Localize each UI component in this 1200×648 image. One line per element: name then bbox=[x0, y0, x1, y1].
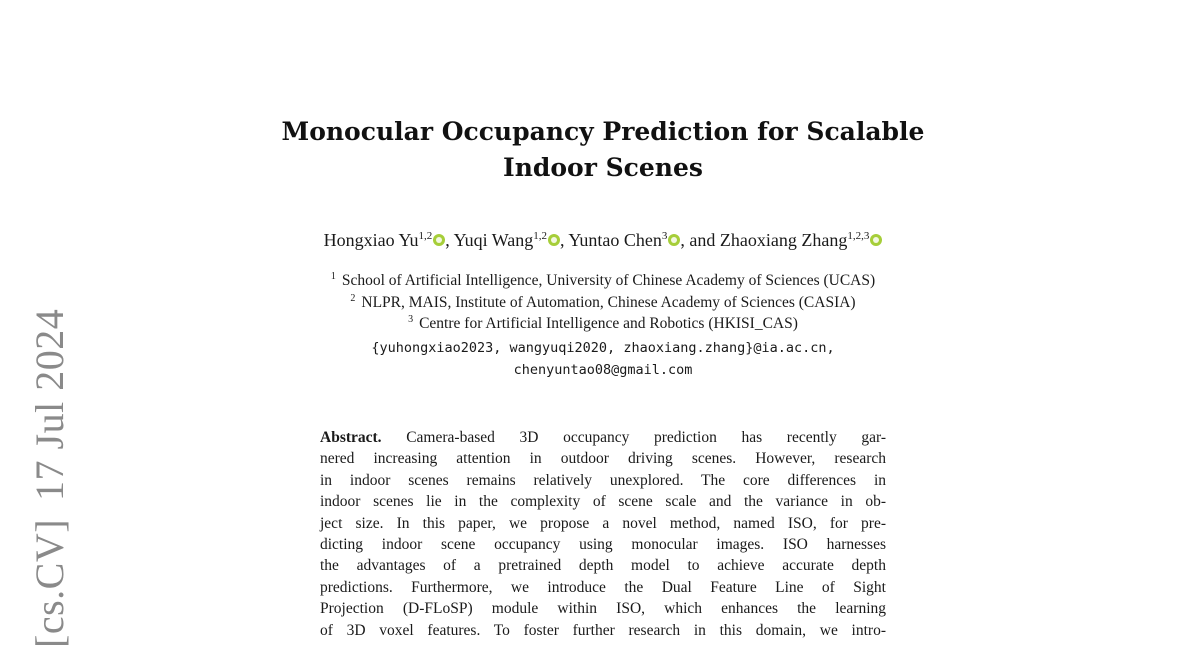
abstract-line: of 3D voxel features. To foster further research in this domain, we intro- bbox=[320, 621, 886, 639]
email-line-1: {yuhongxiao2023, wangyuqi2020, zhaoxiang.zhang}@ia.ac.cn, bbox=[371, 340, 835, 356]
abstract-line: ject size. In this paper, we propose a novel method, named ISO, for pre- bbox=[320, 514, 886, 532]
affiliation bbox=[200, 292, 1006, 314]
orcid-icon[interactable] bbox=[668, 234, 680, 246]
author bbox=[324, 230, 454, 250]
abstract-line: nered increasing attention in outdoor driving scenes. However, research bbox=[320, 450, 886, 468]
arxiv-date: 17 Jul 2024 bbox=[27, 308, 72, 501]
author-affiliation-marker: 1,2 bbox=[533, 230, 548, 242]
orcid-icon[interactable] bbox=[548, 234, 560, 246]
abstract-line: predictions. Furthermore, we introduce the Dual Feature Line of Sight bbox=[320, 578, 886, 596]
affiliation-text: Centre for Artificial Intelligence and Robotics (HKISI_CAS) bbox=[419, 315, 798, 332]
title-line-2: Indoor Scenes bbox=[503, 153, 703, 182]
author bbox=[454, 230, 569, 250]
affiliation-list bbox=[200, 270, 1006, 335]
author-separator: , and bbox=[680, 230, 720, 250]
paper-title bbox=[250, 114, 956, 186]
abstract-line bbox=[320, 427, 886, 448]
affiliation-text: School of Artificial Intelligence, University of Chinese Academy of Sciences (UCAS) bbox=[341, 272, 876, 289]
author-name: Hongxiao Yu bbox=[323, 230, 419, 250]
affiliation bbox=[200, 270, 1006, 292]
author-emails bbox=[200, 337, 1006, 381]
abstract-line: dicting indoor scene occupancy using monocular images. ISO harnesses bbox=[320, 536, 886, 554]
orcid-icon[interactable] bbox=[433, 234, 445, 246]
author-separator: , bbox=[445, 230, 454, 250]
email-line-2: chenyuntao08@gmail.com bbox=[513, 362, 693, 378]
author-affiliation-marker: 3 bbox=[661, 230, 668, 242]
abstract-line: in indoor scenes remains relatively unexplored. The core differences in bbox=[320, 471, 886, 489]
abstract-text: Camera-based 3D occupancy prediction has recently gar- bbox=[406, 429, 887, 446]
abstract-line: Projection (D-FLoSP) module within ISO, which enhances the learning bbox=[320, 600, 886, 618]
affiliation bbox=[200, 313, 1006, 335]
affiliation-marker: 2 bbox=[350, 292, 356, 304]
author-name: Yuntao Chen bbox=[568, 230, 662, 250]
affiliation-marker: 3 bbox=[408, 314, 414, 325]
arxiv-category: [cs.CV] bbox=[27, 518, 72, 648]
author-separator: , bbox=[560, 230, 569, 250]
author-list bbox=[200, 228, 1006, 252]
abstract-line: indoor scenes lie in the complexity of scene scale and the variance in ob- bbox=[320, 493, 886, 511]
abstract-line: the advantages of a pretrained depth model to achieve accurate depth bbox=[320, 557, 886, 575]
arxiv-side-stamp bbox=[26, 309, 74, 648]
abstract bbox=[320, 427, 886, 641]
abstract-label: Abstract. bbox=[320, 429, 382, 446]
affiliation-marker: 1 bbox=[330, 271, 336, 282]
author-affiliation-marker: 1,2,3 bbox=[847, 230, 870, 242]
affiliation-text: NLPR, MAIS, Institute of Automation, Chinese Academy of Sciences (CASIA) bbox=[361, 293, 856, 311]
author bbox=[568, 230, 720, 250]
author-name: Zhaoxiang Zhang bbox=[719, 230, 848, 250]
orcid-icon[interactable] bbox=[870, 234, 882, 246]
author-affiliation-marker: 1,2 bbox=[418, 230, 433, 242]
title-line-1: Monocular Occupancy Prediction for Scalable bbox=[281, 117, 925, 146]
author bbox=[720, 230, 882, 250]
author-name: Yuqi Wang bbox=[453, 230, 534, 250]
